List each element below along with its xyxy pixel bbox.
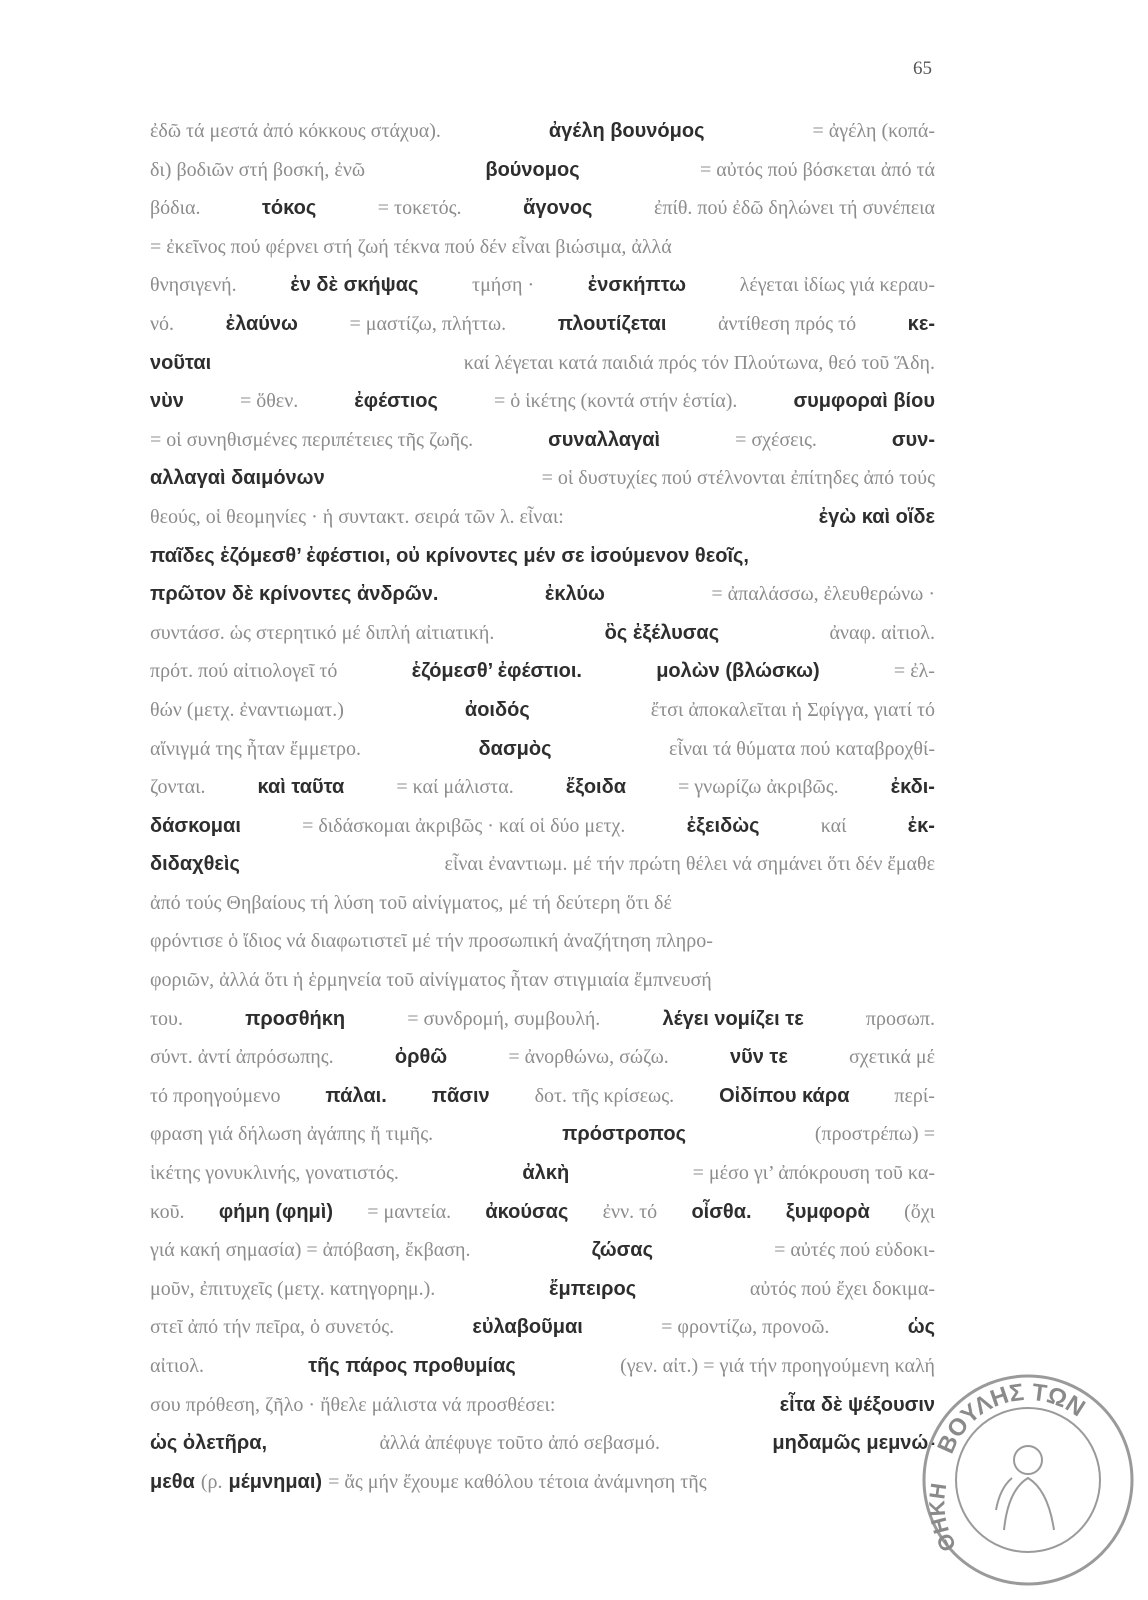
headword: ἀκούσας <box>485 1200 569 1223</box>
text-line <box>150 1154 935 1193</box>
gloss-text: = ὅθεν. <box>239 390 299 413</box>
headword: παῖδες ἑζόμεσθ’ ἐφέστιοι, οὐ κρίνοντες μέν σε ἰσούμενον θεοῖς, <box>150 544 749 567</box>
gloss-text: = οἱ συνηθισμένες περιπέτειες τῆς ζωῆς. <box>150 428 474 451</box>
headword: ξυμφορὰ <box>785 1200 870 1223</box>
headword: αλλαγαὶ δαιμόνων <box>150 467 325 490</box>
gloss-text: = συνδρομή, συμβουλή. <box>407 1007 601 1030</box>
gloss-text: = μαστίζω, πλήττω. <box>349 312 507 335</box>
gloss-text: = αὐτός πού βόσκεται ἀπό τά <box>699 158 935 181</box>
gloss-text: τό προηγούμενο <box>150 1084 281 1107</box>
gloss-text: = αὐτές πού εὐδοκι- <box>774 1239 935 1262</box>
gloss-text: εἶναι τά θύματα πού καταβροχθί- <box>669 737 935 760</box>
text-line <box>150 1231 935 1270</box>
text-line <box>150 1000 935 1039</box>
gloss-text: (ὄχι <box>904 1200 935 1223</box>
headword: ἐκδι- <box>890 776 935 799</box>
text-line <box>150 344 935 383</box>
text-line <box>150 1193 935 1232</box>
headword: μολὼν (βλώσκω) <box>656 660 820 683</box>
gloss-text: σύντ. ἀντί ἀπρόσωπης. <box>150 1046 334 1069</box>
gloss-text: = γνωρίζω ἀκριβῶς. <box>678 776 839 799</box>
gloss-text: στεῖ ἀπό τήν πεῖρα, ὁ συνετός. <box>150 1316 395 1339</box>
gloss-text: κοῦ. <box>150 1200 185 1223</box>
headword: συν- <box>891 428 935 451</box>
gloss-text: σου πρόθεση, ζῆλο · ἤθελε μάλιστα νά προσθέσει: <box>150 1393 556 1416</box>
text-line <box>150 189 935 228</box>
gloss-text: βόδια. <box>150 197 201 220</box>
gloss-text: περί- <box>894 1084 935 1107</box>
text-line <box>150 730 935 769</box>
headword: ἔξοιδα <box>565 776 627 799</box>
text-line <box>150 884 935 923</box>
headword: ἐν δὲ σκήψας <box>290 274 419 297</box>
headword: πρῶτον δὲ κρίνοντες ἀνδρῶν. <box>150 583 439 606</box>
headword: ἐκλύω <box>544 583 605 606</box>
headword: εὐλαβοῦμαι <box>472 1316 583 1339</box>
gloss-text: = τοκετός. <box>377 197 462 220</box>
headword: ἐλαύνω <box>225 312 298 335</box>
text-line <box>150 1424 935 1463</box>
gloss-text: του. <box>150 1007 183 1030</box>
gloss-text: δι) βοδιῶν στή βοσκή, ἐνῶ <box>150 158 366 181</box>
gloss-text: καί <box>820 814 847 837</box>
text-line <box>150 459 935 498</box>
gloss-text: = καί μάλιστα. <box>396 776 514 799</box>
headword: ἑζόμεσθ’ ἐφέστιοι. <box>411 660 582 683</box>
gloss-text: ἔτσι ἀποκαλεῖται ἡ Σφίγγα, γιατί τό <box>650 698 935 721</box>
headword: συναλλαγαὶ <box>548 428 661 451</box>
gloss-text: ἀναφ. αἰτιολ. <box>829 621 935 644</box>
gloss-text: = σχέσεις. <box>735 428 817 451</box>
headword: ἐκ- <box>907 814 935 837</box>
headword: καὶ ταῦτα <box>257 776 345 799</box>
gloss-text: λέγεται ἰδίως γιά κεραυ- <box>739 274 935 297</box>
text-line <box>150 1347 935 1386</box>
headword: μέμνημαι) <box>228 1470 323 1493</box>
text-line <box>150 1386 935 1425</box>
stamp-figure-icon <box>996 1446 1054 1530</box>
gloss-text: = διδάσκομαι ἀκριβῶς · καί οἱ δύο μετχ. <box>302 814 626 837</box>
text-line <box>150 1077 935 1116</box>
headword: ἐγὼ καὶ οἵδε <box>818 505 935 528</box>
headword: προσθήκη <box>245 1007 346 1030</box>
gloss-text: φραση γιά δήλωση ἀγάπης ἤ τιμῆς. <box>150 1123 434 1146</box>
gloss-text: γιά κακή σημασία) = ἀπόβαση, ἔκβαση. <box>150 1239 471 1262</box>
headword: πάλαι. <box>325 1084 387 1107</box>
headword: κε- <box>907 312 935 335</box>
text-line <box>150 614 935 653</box>
text-line <box>150 961 935 1000</box>
gloss-text: ἱκέτης γονυκλινής, γονατιστός. <box>150 1162 399 1185</box>
text-line <box>150 266 935 305</box>
text-line <box>150 845 935 884</box>
gloss-text: ἐδῶ τά μεστά ἀπό κόκκους στάχυα). <box>150 120 441 142</box>
headword: ὡς ὀλετῆρα, <box>150 1432 268 1455</box>
gloss-text: = οἱ δυστυχίες πού στέλνονται ἐπίτηδες ἀπό τούς <box>541 467 935 490</box>
gloss-text: ζονται. <box>150 776 206 799</box>
gloss-text: πρότ. πού αἰτιολογεῖ τό <box>150 660 338 683</box>
headword: ἐνσκήπτω <box>587 274 687 297</box>
text-line <box>150 305 935 344</box>
gloss-text: συντάσσ. ὡς στερητικό μέ διπλή αἰτιατική. <box>150 621 495 644</box>
gloss-text: θεούς, οἱ θεομηνίες · ἡ συντακτ. σειρά τῶν λ. εἶναι: <box>150 505 564 528</box>
headword: ὀρθῶ <box>394 1046 448 1069</box>
gloss-text: = ἄς μήν ἔχουμε καθόλου τέτοια ἀνάμνηση τῆς <box>328 1470 707 1493</box>
svg-text:ΘΗΚΗ <box>924 1481 961 1555</box>
headword: Οἰδίπου κάρα <box>719 1084 850 1107</box>
text-line <box>150 922 935 961</box>
text-line <box>150 537 935 576</box>
library-stamp <box>908 1360 1148 1600</box>
gloss-text: = ὁ ἱκέτης (κοντά στήν ἑστία). <box>493 390 738 413</box>
headword: συμφοραὶ βίου <box>793 390 935 413</box>
text-line <box>150 768 935 807</box>
text-line <box>150 151 935 190</box>
headword: ὡς <box>907 1316 935 1339</box>
gloss-text: (ρ. <box>200 1470 223 1493</box>
headword: τόκος <box>262 197 317 220</box>
page-number: 65 <box>913 58 932 79</box>
commentary-text <box>150 112 935 1501</box>
gloss-text: = μέσο γι’ ἀπόκρουση τοῦ κα- <box>692 1162 935 1185</box>
headword: δάσκομαι <box>150 814 241 837</box>
text-line <box>150 1270 935 1309</box>
gloss-text: φρόντισε ὁ ἴδιος νά διαφωτιστεῖ μέ τήν προσωπική ἀναζήτηση πληρο- <box>150 930 713 953</box>
gloss-text: φοριῶν, ἀλλά ὅτι ἡ ἑρμηνεία τοῦ αἰνίγματος ἦταν στιγμιαία ἔμπνευσή <box>150 969 712 992</box>
headword: πλουτίζεται <box>557 312 667 335</box>
gloss-text: = μαντεία. <box>367 1200 452 1223</box>
gloss-text: = ἐκεῖνος πού φέρνει στή ζωή τέκνα πού δέν εἶναι βιώσιμα, ἀλλά <box>150 235 672 258</box>
gloss-text: προσωπ. <box>865 1007 935 1030</box>
gloss-text: αἰτιολ. <box>150 1355 204 1377</box>
gloss-text: θνησιγενή. <box>150 274 237 297</box>
gloss-text: = ἀγέλη (κοπά- <box>812 120 935 142</box>
headword: ἄγονος <box>523 197 593 220</box>
gloss-text: ἐπίθ. πού ἐδῶ δηλώνει τή συνέπεια <box>653 197 935 220</box>
headword: ἐξειδὼς <box>686 814 760 837</box>
headword: ἀοιδός <box>464 698 530 721</box>
headword: πρόστροπος <box>562 1123 686 1146</box>
gloss-text: εἶναι ἐναντιωμ. μέ τήν πρώτη θέλει νά σημάνει ὅτι δέν ἔμαθε <box>444 853 935 876</box>
text-line <box>150 421 935 460</box>
headword: νοῦται <box>150 351 212 374</box>
gloss-text: ἀπό τούς Θηβαίους τή λύση τοῦ αἰνίγματος, μέ τή δεύτερη ὅτι δέ <box>150 891 672 914</box>
gloss-text: = ἐλ- <box>893 660 935 683</box>
gloss-text: ἀντίθεση πρός τό <box>717 312 857 335</box>
headword: νῦν τε <box>729 1046 788 1069</box>
headword: δασμὸς <box>478 737 552 760</box>
gloss-text: = ἀπαλάσσω, ἐλευθερώνω · <box>711 583 935 606</box>
headword: οἶσθα. <box>691 1200 752 1223</box>
stamp-side-text: ΘΗΚΗ <box>924 1481 962 1556</box>
headword: ζώσας <box>591 1239 653 1262</box>
headword: ἀλκὴ <box>522 1162 570 1185</box>
gloss-text: νό. <box>150 312 175 335</box>
gloss-text: = ἀνορθώνω, σώζω. <box>508 1046 669 1069</box>
text-line <box>150 1115 935 1154</box>
headword: νὺν <box>150 390 184 413</box>
headword: ἐφέστιος <box>354 390 438 413</box>
gloss-text: ἀλλά ἀπέφυγε τοῦτο ἀπό σεβασμό. <box>379 1432 660 1455</box>
headword: εἶτα δὲ ψέξουσιν <box>779 1393 935 1416</box>
gloss-text: (γεν. αἰτ.) = γιά τήν προηγούμενη καλή <box>620 1355 935 1377</box>
gloss-text: αὐτός πού ἔχει δοκιμα- <box>749 1277 935 1300</box>
gloss-text: μοῦν, ἐπιτυχεῖς (μετχ. κατηγορημ.). <box>150 1277 436 1300</box>
headword: ἔμπειρος <box>549 1277 637 1300</box>
text-line <box>150 112 935 151</box>
headword: μεθα <box>150 1470 195 1493</box>
headword: φήμη (φημὶ) <box>218 1200 333 1223</box>
text-line <box>150 1038 935 1077</box>
text-line <box>150 1308 935 1347</box>
headword: βούνομος <box>485 158 580 181</box>
text-line <box>150 691 935 730</box>
text-line <box>150 575 935 614</box>
headword: ἀγέλη βουνόμος <box>548 120 705 142</box>
headword: πᾶσιν <box>431 1084 490 1107</box>
gloss-text: (προστρέπω) = <box>814 1123 935 1146</box>
gloss-text: θών (μετχ. ἐναντιωματ.) <box>150 698 344 721</box>
text-line <box>150 228 935 267</box>
gloss-text: καί λέγεται κατά παιδιά πρός τόν Πλούτωνα, θεό τοῦ Ἅδη. <box>463 351 935 374</box>
text-line <box>150 1463 935 1502</box>
gloss-text: ἐνν. τό <box>602 1200 658 1223</box>
gloss-text: τμήση · <box>472 274 535 297</box>
text-line <box>150 807 935 846</box>
headword: λέγει νομίζει τε <box>662 1007 804 1030</box>
gloss-text: σχετικά μέ <box>849 1046 935 1069</box>
headword: διδαχθεὶς <box>150 853 240 876</box>
headword: μηδαμῶς μεμνώ- <box>772 1432 935 1455</box>
stamp-text: ΒΟΥΛΗΣ ΤΩΝ <box>932 1378 1090 1458</box>
headword: ὃς ἐξέλυσας <box>604 621 720 644</box>
gloss-text: δοτ. τῆς κρίσεως. <box>534 1084 675 1107</box>
text-line <box>150 498 935 537</box>
text-line <box>150 382 935 421</box>
text-line <box>150 652 935 691</box>
gloss-text: = φροντίζω, προνοῶ. <box>661 1316 830 1339</box>
gloss-text: αἴνιγμά της ἦταν ἔμμετρο. <box>150 737 362 760</box>
headword: τῆς πάρος προθυμίας <box>308 1355 516 1377</box>
